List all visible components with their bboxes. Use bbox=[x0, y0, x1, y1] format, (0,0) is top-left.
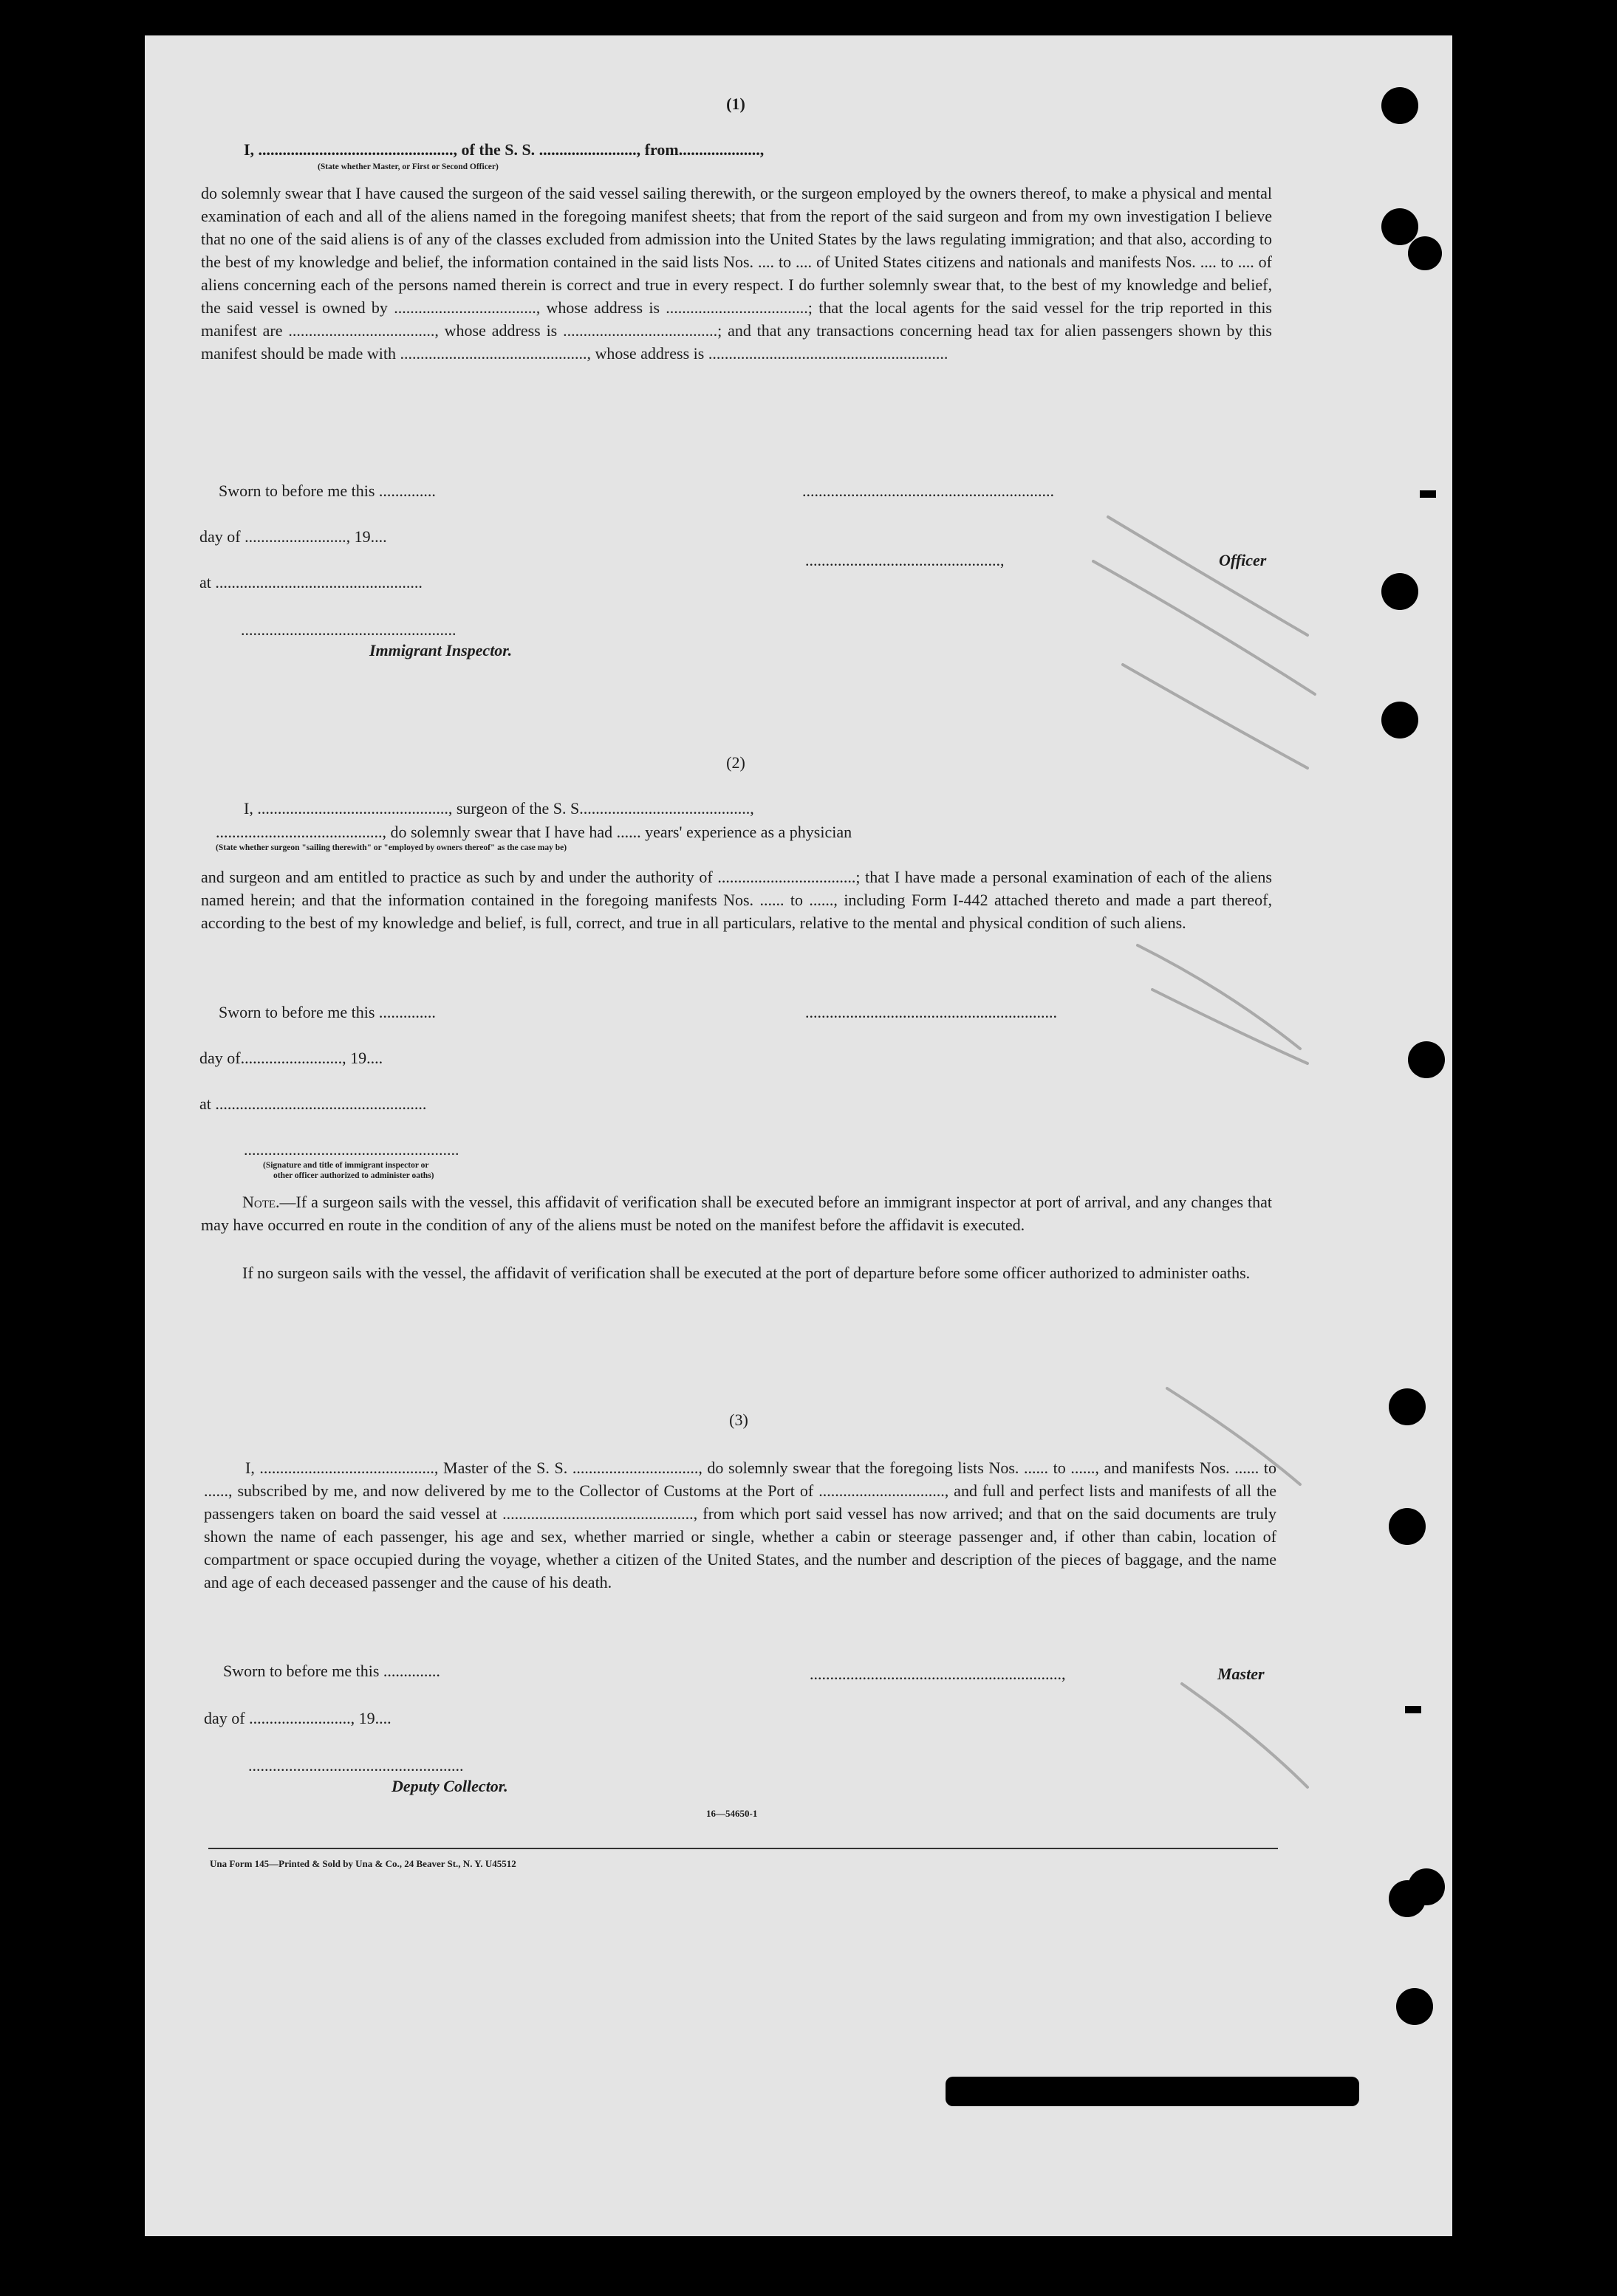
affidavit-1-sworn: Sworn to before me this .............. bbox=[219, 482, 436, 500]
affidavit-2-body: and surgeon and am entitled to practice as such by and under the authority of ..................................; that I have made a personal examination of each of the aliens named herein; and that the information contained in the foregoing manifests Nos. ...... to ......, including Form I-442 attached thereto and made a part thereof, according to the best of my knowledge and belief, is full, correct, and true in all particulars, relative to the mental and physical condition of such aliens. bbox=[201, 868, 1272, 932]
form-code: 16—54650-1 bbox=[706, 1808, 758, 1819]
affidavit-3-master-line: .............................................................., bbox=[810, 1665, 1066, 1683]
note-label: Note. bbox=[242, 1193, 280, 1211]
note-text: —If a surgeon sails with the vessel, this affidavit of verification shall be executed before an immigrant inspector at port of arrival, and any changes that may have occurred en route in the condition of any of the aliens must be noted on the manifest before the affidavit is executed. bbox=[201, 1193, 1272, 1234]
note-paragraph bbox=[201, 1190, 1272, 1236]
affidavit-1-officer-line: ................................................, bbox=[805, 551, 1005, 569]
affidavit-2-number: (2) bbox=[726, 753, 745, 772]
printer-footer: Una Form 145—Printed & Sold by Una & Co., 24 Beaver St., N. Y. U45512 bbox=[210, 1858, 516, 1869]
affidavit-1-inspector-label: Immigrant Inspector. bbox=[369, 641, 513, 659]
affidavit-2-at: at .................................................... bbox=[199, 1094, 427, 1113]
affidavit-2-signature-note: other officer authorized to administer oaths) bbox=[273, 1171, 434, 1180]
affidavit-2-sworn-line: .............................................................. bbox=[805, 1003, 1057, 1021]
affidavit-1-first-line-note: (State whether Master, or First or Second Officer) bbox=[318, 162, 499, 171]
affidavit-3-day: day of ........................., 19.... bbox=[204, 1709, 392, 1727]
affidavit-3-sworn: Sworn to before me this .............. bbox=[223, 1662, 440, 1680]
affidavit-3-number: (3) bbox=[729, 1411, 748, 1429]
affidavit-2-sworn: Sworn to before me this .............. bbox=[219, 1003, 436, 1021]
affidavit-3-body: I, ..........................................., Master of the S. S. ..............................., do solemnly swear that the foregoing lists Nos. ...... to ......, and manifests Nos. ...... to ......, subscribed by me, and now delivered by me to the Collector of Customs at the Port of ..............................., and full and perfect lists and manifests of all the passengers taken on board the said vessel at ..............................................., from which port said vessel has now arrived; and that on the said documents are truly shown the name of each passenger, his age and sex, whether married or single, whether a cabin or steerage passenger and, if other than cabin, location of compartment or space occupied during the voyage, whether a citizen of the United States, and the number and description of the pieces of baggage, and the name and age of each deceased passenger and the cause of his death. bbox=[204, 1459, 1276, 1591]
affidavit-2-first-line: I, ..............................................., surgeon of the S. S.........................................., bbox=[244, 799, 754, 818]
footer-rule bbox=[208, 1848, 1278, 1849]
affidavit-2-signature-note: (Signature and title of immigrant inspector or bbox=[263, 1161, 429, 1170]
affidavit-1-number: (1) bbox=[726, 95, 745, 113]
affidavit-2-second-line: ........................................., do solemnly swear that I have had ...... years' experience as a physician bbox=[216, 823, 852, 841]
affidavit-1-body: do solemnly swear that I have caused the surgeon of the said vessel sailing therewith, or the surgeon employed by the owners thereof, to make a physical and mental examination of each and all of the aliens named in the foregoing manifest sheets; that from the report of the said surgeon and from my own investigation I believe that no one of the said aliens is of any of the classes excluded from admission into the United States by the laws regulating immigration; and that also, according to the best of my knowledge and belief, the information contained in the said lists Nos. .... to .... of United States citizens and nationals and manifests Nos. .... to .... of aliens concerning each of the persons named therein is correct and true in every respect. I do further solemnly swear that, to the best of my knowledge and belief, the said vessel is owned by ..................................., whose address is ...................................; that the local agents for the said vessel for the trip reported in this manifest are ...................................., whose address is ......................................; and that any transactions concerning head tax for alien passengers shown by this manifest should be made with .............................................., whose address is ........................................................... bbox=[201, 184, 1272, 363]
affidavit-3-collector-line: ..................................................... bbox=[248, 1756, 464, 1775]
note-second-paragraph: If no surgeon sails with the vessel, the affidavit of verification shall be executed at the port of departure before some officer authorized to administer oaths. bbox=[242, 1264, 1251, 1282]
affidavit-1-inspector-line: ..................................................... bbox=[241, 620, 457, 639]
affidavit-3-collector-label: Deputy Collector. bbox=[392, 1777, 508, 1795]
affidavit-1-sworn-line: .............................................................. bbox=[802, 482, 1054, 500]
affidavit-1-day: day of ........................., 19.... bbox=[199, 527, 387, 546]
affidavit-2-day: day of........................., 19.... bbox=[199, 1049, 383, 1067]
affidavit-1-at: at ................................................... bbox=[199, 573, 423, 592]
affidavit-3-master-label: Master bbox=[1217, 1665, 1265, 1683]
affidavit-1-officer-label: Officer bbox=[1219, 551, 1267, 569]
affidavit-1-first-line: I, ................................................, of the S. S. ........................, from...................., bbox=[244, 140, 765, 159]
affidavit-2-second-line-note: (State whether surgeon "sailing therewith" or "employed by owners thereof" as the case may be) bbox=[216, 843, 567, 852]
affidavit-2-signature-line: ..................................................... bbox=[244, 1140, 459, 1159]
